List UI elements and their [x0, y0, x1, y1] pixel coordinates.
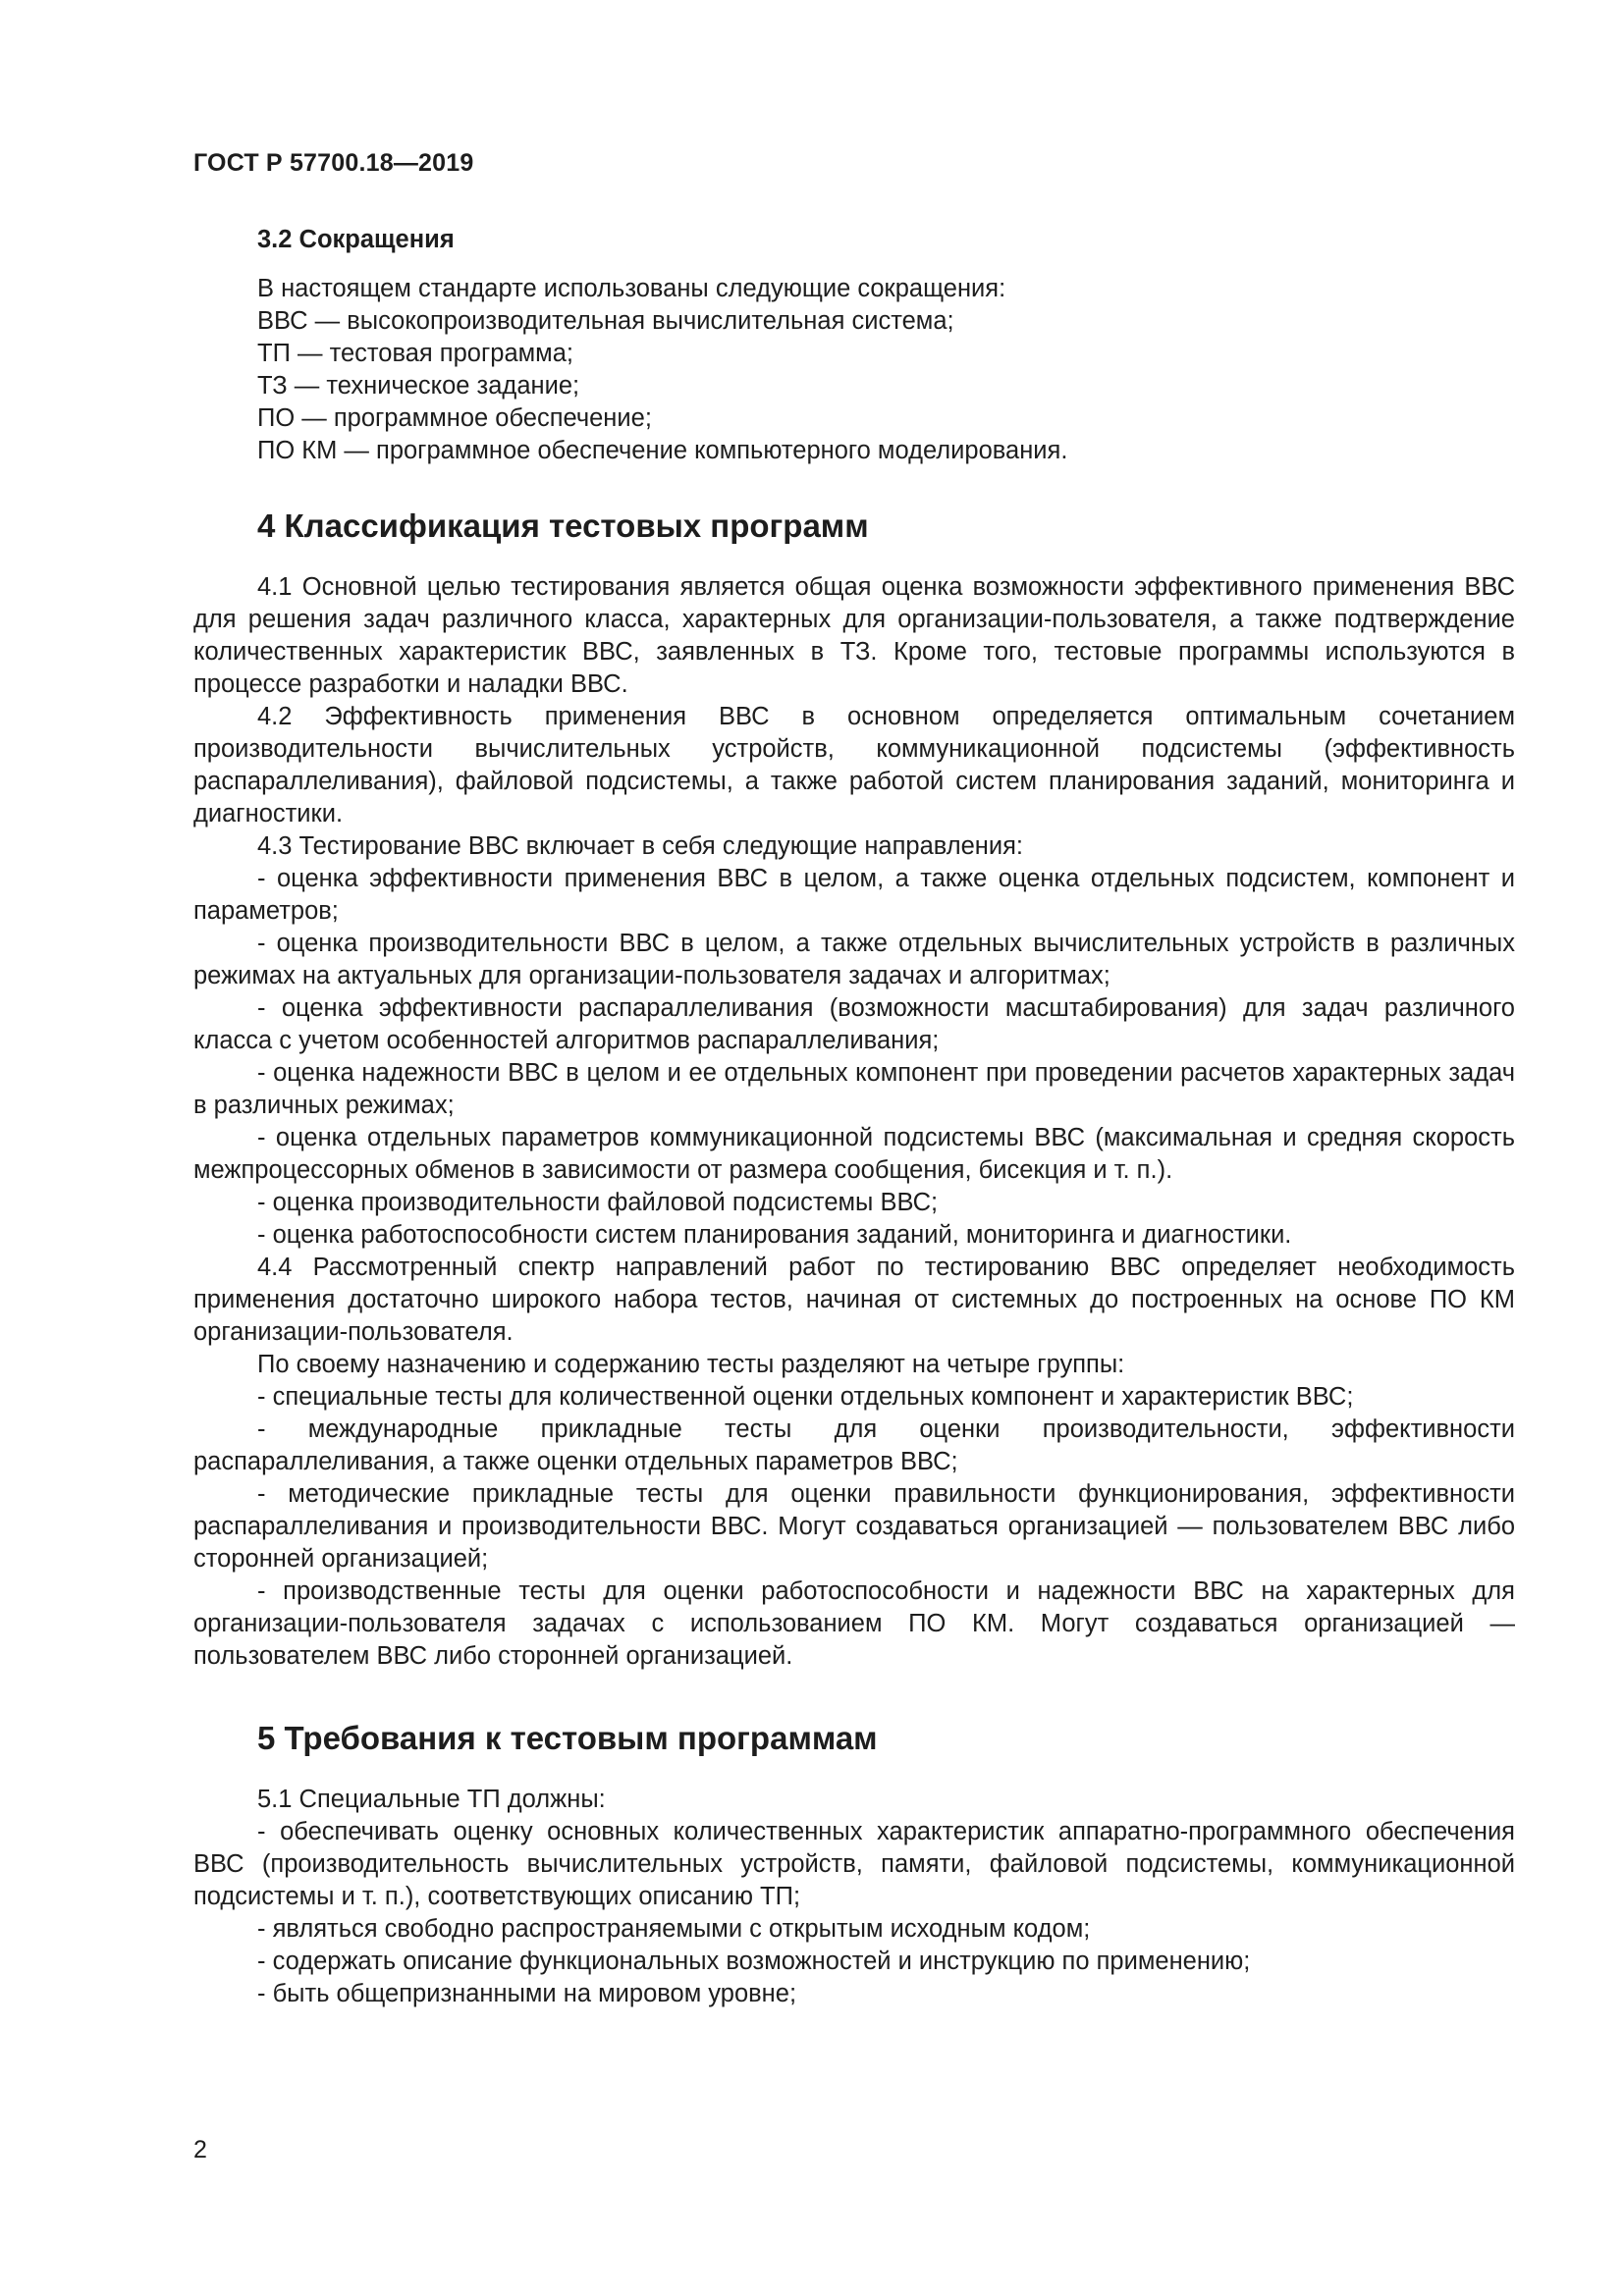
paragraph: 4.1 Основной целью тестирования является общая оценка возможности эффективного применения ВВС для решения задач различного класса, характерных для организации-пользователя, а также подтверждение количественных характеристик ВВС, заявленных в ТЗ. Кроме того, тестовые программы используются в процессе разработки и наладки ВВС. — [193, 573, 1515, 698]
list-item: - оценка работоспособности систем планирования заданий, мониторинга и диагностики. — [257, 1221, 1292, 1249]
list-item: - оценка отдельных параметров коммуникационной подсистемы ВВС (максимальная и средняя скорость межпроцессорных обменов в зависимости от размера сообщения, бисекция и т. п.). — [193, 1124, 1515, 1184]
section-3-2-heading: 3.2 Сокращения — [257, 226, 455, 253]
list-item: - оценка производительности ВВС в целом, а также отдельных вычислительных устройств в различных режимах на актуальных для организации-пользователя задачах и алгоритмах; — [193, 930, 1515, 989]
list-item: - оценка производительности файловой подсистемы ВВС; — [257, 1189, 939, 1216]
section-5-heading: 5 Требования к тестовым программам — [257, 1720, 878, 1756]
abbreviations-intro: В настоящем стандарте использованы следующие сокращения: — [257, 275, 1006, 302]
list-item: - содержать описание функциональных возможностей и инструкцию по применению; — [257, 1948, 1251, 1975]
page-number: 2 — [193, 2136, 207, 2163]
paragraph: 4.2 Эффективность применения ВВС в основном определяется оптимальным сочетанием производительности вычислительных устройств, коммуникационной подсистемы (эффективность распараллеливания), файловой подсистемы, а также работой систем планирования заданий, мониторинга и диагностики. — [193, 703, 1515, 828]
document-id: ГОСТ Р 57700.18—2019 — [193, 149, 474, 177]
section-4-heading: 4 Классификация тестовых программ — [257, 507, 869, 544]
list-item: - производственные тесты для оценки работоспособности и надежности ВВС на характерных для организации-пользователя задачах с использованием ПО КМ. Могут создаваться организацией — пользователем ВВС либо сторонней организацией. — [193, 1577, 1515, 1670]
abbreviation-item: ТП — тестовая программа; — [257, 340, 573, 367]
abbreviation-item: ПО КМ — программное обеспечение компьютерного моделирования. — [257, 437, 1068, 464]
list-item: - специальные тесты для количественной оценки отдельных компонент и характеристик ВВС; — [257, 1383, 1354, 1411]
paragraph: 4.4 Рассмотренный спектр направлений работ по тестированию ВВС определяет необходимость применения достаточно широкого набора тестов, начиная от системных до построенных на основе ПО КМ организации-пользователя. — [193, 1254, 1515, 1346]
abbreviation-item: ТЗ — техническое задание; — [257, 372, 580, 400]
paragraph: 4.3 Тестирование ВВС включает в себя следующие направления: — [257, 832, 1023, 860]
list-item: - методические прикладные тесты для оценки правильности функционирования, эффективности распараллеливания и производительности ВВС. Могут создаваться организацией — пользователем ВВС либо сторонней организацией; — [193, 1480, 1515, 1573]
list-item: - оценка эффективности распараллеливания (возможности масштабирования) для задач различного класса с учетом особенностей алгоритмов распараллеливания; — [193, 994, 1515, 1054]
list-item: - быть общепризнанными на мировом уровне; — [257, 1980, 797, 2007]
document-body — [193, 224, 1515, 2010]
paragraph: По своему назначению и содержанию тесты разделяют на четыре группы: — [257, 1351, 1125, 1378]
list-item: - оценка эффективности применения ВВС в целом, а также оценка отдельных подсистем, компонент и параметров; — [193, 865, 1515, 925]
list-item: - являться свободно распространяемыми с открытым исходным кодом; — [257, 1915, 1091, 1943]
abbreviation-item: ПО — программное обеспечение; — [257, 404, 652, 432]
paragraph: 5.1 Специальные ТП должны: — [257, 1786, 606, 1813]
list-item: - международные прикладные тесты для оценки производительности, эффективности распараллеливания, а также оценки отдельных параметров ВВС; — [193, 1415, 1515, 1475]
list-item: - оценка надежности ВВС в целом и ее отдельных компонент при проведении расчетов характерных задач в различных режимах; — [193, 1059, 1515, 1119]
list-item: - обеспечивать оценку основных количественных характеристик аппаратно-программного обеспечения ВВС (производительность вычислительных устройств, памяти, файловой подсистемы, коммуникационной подсистемы и т. п.), соответствующих описанию ТП; — [193, 1818, 1515, 1910]
abbreviation-item: ВВС — высокопроизводительная вычислительная система; — [257, 307, 954, 335]
